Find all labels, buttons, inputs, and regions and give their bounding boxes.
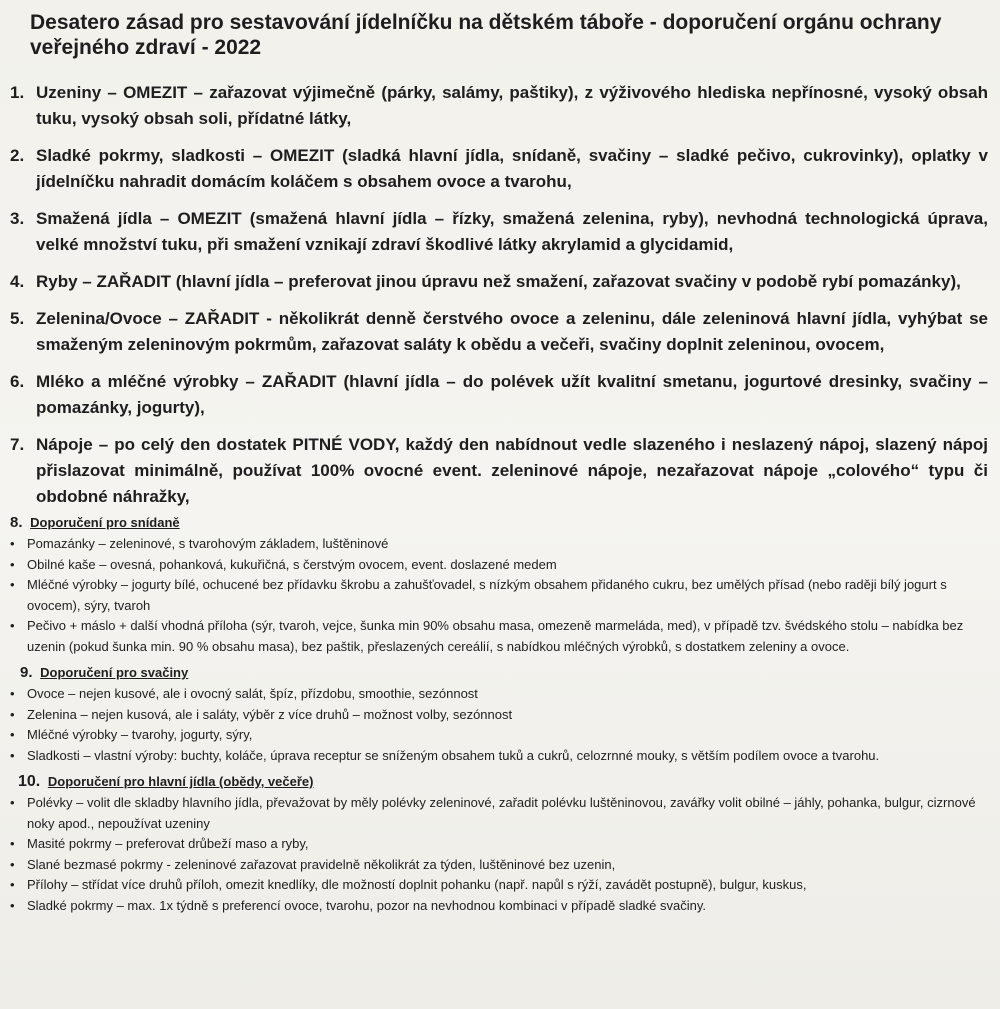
section-number: 8. — [10, 514, 23, 531]
section-title: Doporučení pro svačiny — [40, 665, 189, 680]
bullet-item: • Přílohy – střídat více druhů příloh, omezit knedlíky, dle možností doplnit pohanku (např. napůl s rýží, zavádět postupně), bulgur, kuskus, — [10, 875, 988, 896]
section-snacks — [10, 663, 988, 766]
bullet-list — [10, 793, 988, 916]
numbered-item — [10, 143, 988, 195]
item-number: 7. — [10, 435, 25, 454]
bullet-item: • Pečivo + máslo + další vhodná příloha (sýr, tvaroh, vejce, šunka min 90% obsahu masa, omezeně marmeláda, med), v případě tzv. švédského stolu – nabídka bez uzenin (pokud šunka min. 90 % obsahu masa), bez paštik, přeslazených cereálií, s nabídkou mléčných výrobků, s dostatkem zeleniny a ovoce. — [10, 616, 988, 657]
bullet-item: • Polévky – volit dle skladby hlavního jídla, převažovat by měly polévky zeleninové, zařadit polévku luštěninovou, zavářky volit obilné – jáhly, pohanka, bulgur, cizrnové noky apod., nepoužívat uzeniny — [10, 793, 988, 834]
item-text: Smažená jídla – OMEZIT (smažená hlavní jídla – řízky, smažená zelenina, ryby), nevhodná technologická úprava, velké množství tuku, při smažení vznikají zdraví škodlivé látky akrylamid a glycidamid, — [36, 209, 988, 254]
bullet-item: • Ovoce – nejen kusové, ale i ovocný salát, špíz, přízdobu, smoothie, sezónnost — [10, 684, 988, 705]
numbered-item — [10, 306, 988, 358]
numbered-list — [10, 80, 988, 510]
bullet-item: • Zelenina – nejen kusová, ale i saláty, výběr z více druhů – možnost volby, sezónnost — [10, 705, 988, 726]
numbered-item — [10, 269, 988, 295]
section-heading — [10, 513, 988, 532]
section-heading — [20, 663, 988, 682]
section-breakfast — [10, 513, 988, 657]
item-text: Nápoje – po celý den dostatek PITNÉ VODY, každý den nabídnout vedle slazeného i neslazený nápoj, slazený nápoj přislazovat minimálně, používat 100% ovocné event. zeleninové nápoje, nezařazovat nápoje „colového“ typu či obdobné náhražky, — [36, 435, 988, 506]
section-heading — [18, 772, 988, 791]
item-number: 4. — [10, 272, 25, 291]
item-number: 3. — [10, 209, 25, 228]
item-number: 2. — [10, 146, 25, 165]
bullet-item: • Sladkosti – vlastní výroby: buchty, koláče, úprava receptur se sníženým obsahem tuků a cukrů, celozrnné mouky, s větším podílem ovoce a tvarohu. — [10, 746, 988, 767]
numbered-item — [10, 206, 988, 258]
bullet-item: • Masité pokrmy – preferovat drůbeží maso a ryby, — [10, 834, 988, 855]
bullet-item: • Mléčné výrobky – jogurty bílé, ochucené bez přídavku škrobu a zahušťovadel, s nízkým obsahem přidaného cukru, bez umělých přísad (nebo raději bílý jogurt s ovocem), sýry, tvaroh — [10, 575, 988, 616]
bullet-item: • Sladké pokrmy – max. 1x týdně s preferencí ovoce, tvarohu, pozor na nevhodnou kombinaci v případě sladké svačiny. — [10, 896, 988, 917]
section-main-meals — [10, 772, 988, 916]
item-text: Mléko a mléčné výrobky – ZAŘADIT (hlavní jídla – do polévek užít kvalitní smetanu, jogurtové dresinky, svačiny – pomazánky, jogurty), — [36, 372, 988, 417]
item-number: 5. — [10, 309, 25, 328]
section-title: Doporučení pro snídaně — [30, 515, 180, 530]
bullet-item: • Obilné kaše – ovesná, pohanková, kukuřičná, s čerstvým ovocem, event. doslazené medem — [10, 555, 988, 576]
section-number: 9. — [20, 664, 33, 681]
bullet-item: • Pomazánky – zeleninové, s tvarohovým základem, luštěninové — [10, 534, 988, 555]
numbered-item — [10, 432, 988, 510]
numbered-item — [10, 369, 988, 421]
bullet-list — [10, 684, 988, 766]
numbered-item — [10, 80, 988, 132]
item-text: Zelenina/Ovoce – ZAŘADIT - několikrát denně čerstvého ovoce a zeleninu, dále zeleninová hlavní jídla, vyhýbat se smaženým zeleninovým pokrmům, zařazovat saláty k obědu a večeři, svačiny doplnit zeleninou, ovocem, — [36, 309, 988, 354]
bullet-item: • Mléčné výrobky – tvarohy, jogurty, sýry, — [10, 725, 988, 746]
item-text: Uzeniny – OMEZIT – zařazovat výjimečně (párky, salámy, paštiky), z výživového hlediska nepřínosné, vysoký obsah tuku, vysoký obsah soli, přídatné látky, — [36, 83, 988, 128]
bullet-list — [10, 534, 988, 657]
bullet-item: • Slané bezmasé pokrmy - zeleninové zařazovat pravidelně několikrát za týden, luštěninové bez uzenin, — [10, 855, 988, 876]
item-number: 1. — [10, 83, 25, 102]
document-title: Desatero zásad pro sestavování jídelníčku na dětském táboře - doporučení orgánu ochrany veřejného zdraví - 2022 — [30, 11, 942, 59]
item-number: 6. — [10, 372, 25, 391]
item-text: Ryby – ZAŘADIT (hlavní jídla – preferovat jinou úpravu než smažení, zařazovat svačiny v podobě rybí pomazánky), — [36, 272, 961, 291]
section-title: Doporučení pro hlavní jídla (obědy, večeře) — [47, 774, 314, 789]
section-number: 10. — [18, 773, 41, 790]
item-text: Sladké pokrmy, sladkosti – OMEZIT (sladká hlavní jídla, snídaně, svačiny – sladké pečivo, cukrovinky), oplatky v jídelníčku nahradit domácím koláčem s obsahem ovoce a tvarohu, — [36, 146, 988, 191]
